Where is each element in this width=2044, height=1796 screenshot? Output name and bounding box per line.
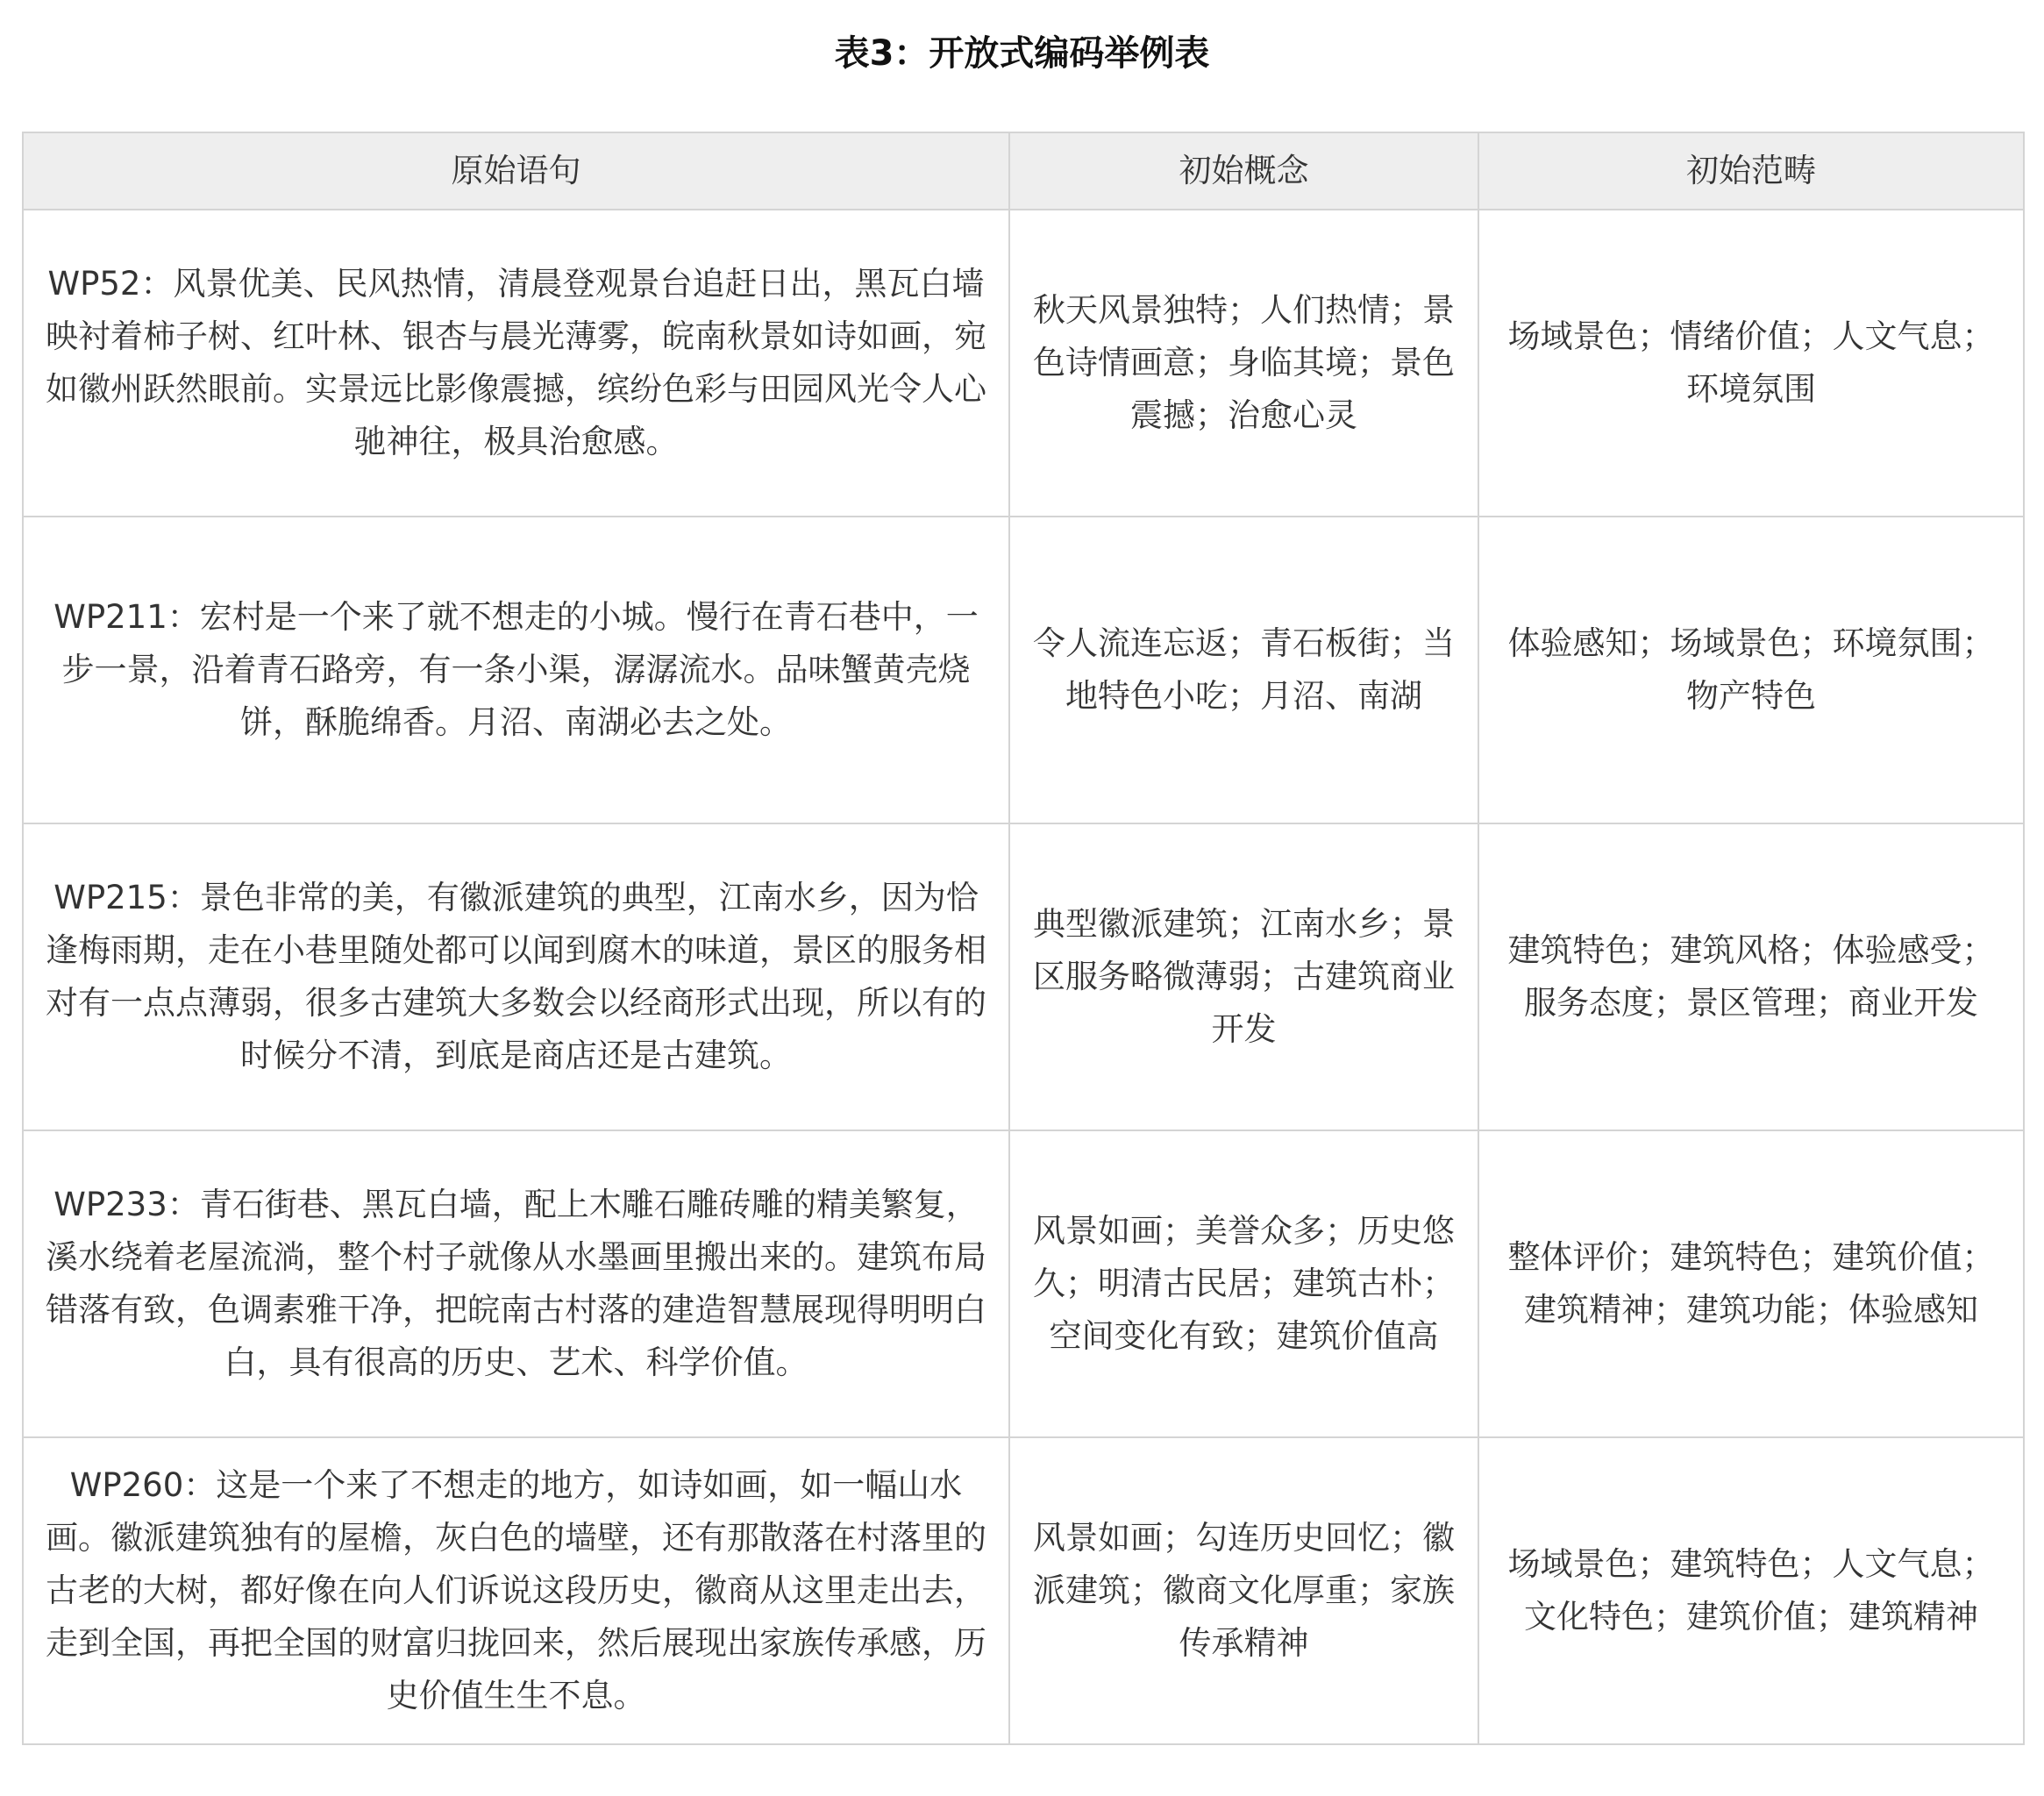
table-header [23,132,2024,210]
cell-concept: 令人流连忘返；青石板街；当地特色小吃；月沼、南湖 [1009,517,1478,823]
cell-sentence: WP52：风景优美、民风热情，清晨登观景台追赶日出，黑瓦白墙映衬着柿子树、红叶林、银杏与晨光薄雾，皖南秋景如诗如画，宛如徽州跃然眼前。实景远比影像震撼，缤纷色彩与田园风光令人心驰神往，极具治愈感。 [23,210,1009,517]
cell-category: 建筑特色；建筑风格；体验感受；服务态度；景区管理；商业开发 [1478,823,2024,1130]
table-row [23,1437,2024,1744]
cell-sentence: WP233：青石街巷、黑瓦白墙，配上木雕石雕砖雕的精美繁复，溪水绕着老屋流淌，整个村子就像从水墨画里搬出来的。建筑布局错落有致，色调素雅干净，把皖南古村落的建造智慧展现得明明白白，具有很高的历史、艺术、科学价值。 [23,1130,1009,1437]
cell-category: 体验感知；场域景色；环境氛围；物产特色 [1478,517,2024,823]
coding-table [22,132,2025,1745]
cell-category: 场域景色；建筑特色；人文气息；文化特色；建筑价值；建筑精神 [1478,1437,2024,1744]
cell-concept: 风景如画；勾连历史回忆；徽派建筑；徽商文化厚重；家族传承精神 [1009,1437,1478,1744]
table-row [23,210,2024,517]
table-row [23,823,2024,1130]
table-title: 表3：开放式编码举例表 [834,33,1210,74]
header-initial-concept: 初始概念 [1009,132,1478,210]
table-row [23,1130,2024,1437]
cell-sentence: WP260：这是一个来了不想走的地方，如诗如画，如一幅山水画。徽派建筑独有的屋檐，灰白色的墙壁，还有那散落在村落里的古老的大树，都好像在向人们诉说这段历史，徽商从这里走出去，走到全国，再把全国的财富归拢回来，然后展现出家族传承感，历史价值生生不息。 [23,1437,1009,1744]
cell-concept: 风景如画；美誉众多；历史悠久；明清古民居；建筑古朴；空间变化有致；建筑价值高 [1009,1130,1478,1437]
cell-category: 场域景色；情绪价值；人文气息；环境氛围 [1478,210,2024,517]
header-initial-category: 初始范畴 [1478,132,2024,210]
table-row [23,517,2024,823]
table-body [23,210,2024,1744]
cell-sentence: WP215：景色非常的美，有徽派建筑的典型，江南水乡，因为恰逢梅雨期，走在小巷里随处都可以闻到腐木的味道，景区的服务相对有一点点薄弱，很多古建筑大多数会以经商形式出现，所以有的时候分不清，到底是商店还是古建筑。 [23,823,1009,1130]
cell-concept: 典型徽派建筑；江南水乡；景区服务略微薄弱；古建筑商业开发 [1009,823,1478,1130]
cell-concept: 秋天风景独特；人们热情；景色诗情画意；身临其境；景色震撼；治愈心灵 [1009,210,1478,517]
header-original-sentence: 原始语句 [23,132,1009,210]
cell-category: 整体评价；建筑特色；建筑价值；建筑精神；建筑功能；体验感知 [1478,1130,2024,1437]
header-row [23,132,2024,210]
cell-sentence: WP211：宏村是一个来了就不想走的小城。慢行在青石巷中，一步一景，沿着青石路旁，有一条小渠，潺潺流水。品味蟹黄壳烧饼，酥脆绵香。月沼、南湖必去之处。 [23,517,1009,823]
